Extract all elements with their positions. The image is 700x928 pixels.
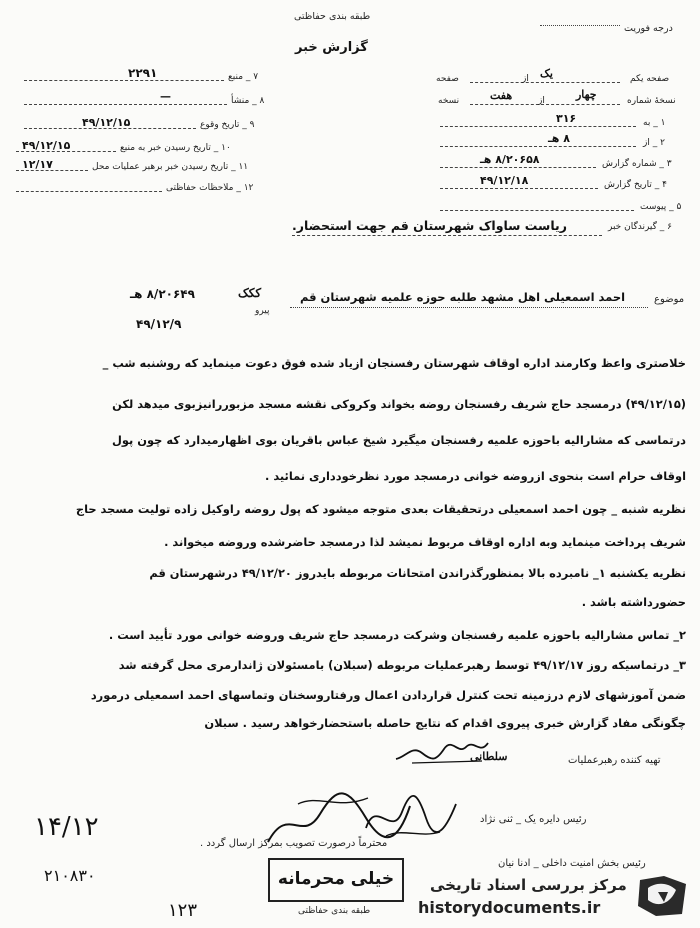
body-line-4: اوقاف حرام است بنحوی ازروضه خوانی درمسجد مورد نظرخودداری نمائید . <box>265 469 686 483</box>
copy-of: از <box>538 96 545 106</box>
field-origin-line <box>24 104 227 105</box>
field-source-label: ۷ _ منبع <box>228 72 259 82</box>
field-source-line <box>24 80 224 81</box>
field-security-notes-line <box>16 191 162 192</box>
field-received-ops-label: ۱۱ _ تاریخ رسیدن خبر برهبر عملیات محل <box>92 162 249 172</box>
report-no-label: ۳ _ شماره گزارش <box>602 159 672 169</box>
subject-label: موضوع <box>654 294 685 305</box>
to-label: ۱ _ به <box>643 118 666 128</box>
field-origin-label: ۸ _ منشأ <box>231 96 265 106</box>
body-line-7: نظریه یکشنبه ۱_ نامبرده بالا بمنظورگذراندن امتحانات مربوطه بایدروز ۴۹/۱۲/۲۰ درشهرستان قم <box>149 566 686 580</box>
prepared-by-label: تهیه کننده رهبرعملیات <box>568 755 661 766</box>
handwritten-ref: ۲۱۰۸۳۰ <box>44 866 96 885</box>
recipients-value: ریاست ساواک شهرستان قم جهت استحضار. <box>292 218 567 233</box>
copy-value: چهار <box>576 88 597 101</box>
recipients-label: ۶ _ گیرندگان خبر <box>608 222 673 232</box>
subject-stamp-date: ۴۹/۱۲/۹ <box>136 317 182 331</box>
handwritten-page-number: ۱۲۳ <box>168 900 198 921</box>
to-value: ۳۱۶ <box>556 112 577 125</box>
body-line-6: شریف پرداخت مینماید وبه اداره اوقاف مربوط نمیشد لذا درمسجد حاضرشده وروضه میخواند . <box>164 535 686 549</box>
handwritten-date: ۱۴/۱۲ <box>34 812 99 842</box>
prepared-by-name: سلطانی <box>470 750 508 763</box>
report-date-label: ۴ _ تاریخ گزارش <box>604 180 667 190</box>
attachment-line <box>440 210 634 211</box>
urgency-label: درجه فوریت <box>624 23 673 34</box>
to-line <box>440 126 636 127</box>
field-source-value: ۲۲۹۱ <box>128 66 158 80</box>
report-date-value: ۴۹/۱۲/۱۸ <box>480 174 529 187</box>
subject-text: احمد اسمعیلی اهل مشهد طلبه حوزه علمیه شهرستان قم <box>300 290 626 304</box>
classification-top: طبقه بندی حفاظتی <box>294 11 371 22</box>
from-value: ۸ هـ <box>548 132 570 145</box>
body-line-5: نظریه شنبه _ چون احمد اسمعیلی درتحقیقات بعدی متوجه میشود که پول روضه راوکیل زاده تولیت مسجد حاج <box>75 502 686 516</box>
stamp-caption: طبقه بندی حفاظتی <box>298 906 371 916</box>
classification-stamp <box>268 858 404 902</box>
body-line-8: حضورداشته باشد . <box>581 595 686 609</box>
field-occurrence-value: ۴۹/۱۲/۱۵ <box>82 116 131 129</box>
field-occurrence-label: ۹ _ تاریخ وقوع <box>200 120 255 130</box>
page-suffix: صفحه <box>436 74 459 84</box>
watermark-site: historydocuments.ir <box>418 898 601 917</box>
copy-line <box>470 104 620 105</box>
body-line-12: چگونگی مفاد گزارش خبری پیروی اقدام که نتایج حاصله باستحضارخواهد رسید . سبلان <box>204 716 686 730</box>
attachment-label: ۵ _ پیوست <box>640 202 682 212</box>
copy-label: نسخهٔ شماره <box>627 96 676 106</box>
archive-logo-icon <box>634 870 690 920</box>
peyro-label: پیرو <box>255 306 270 316</box>
body-line-11: ضمن آموزشهای لازم درزمینه تحت کنترل قراردادن اعمال ورفتاروسخنان وتماسهای احمد اسمعیلی درمورد <box>90 688 686 702</box>
page-line <box>470 82 620 83</box>
report-date-line <box>440 188 598 189</box>
body-line-3: درتماسی که مشارالیه باحوزه علمیه رفسنجان میگیرد شیخ عباس باقریان بوی اظهارمیدارد که چون پول <box>112 433 686 447</box>
from-line <box>440 146 636 147</box>
preparer-signature <box>392 735 492 767</box>
security-head-line: رئیس بخش امنیت داخلی _ ادنا نیان <box>498 858 646 869</box>
report-title: گزارش خبر <box>295 40 368 55</box>
dept-head-line: رئیس دایره یک _ ثنی نژاد <box>480 814 587 825</box>
respectfully-note: محترماً درصورت تصویب بمرکز ارسال گردد . <box>200 838 388 849</box>
from-label: ۲ _ از <box>643 138 665 148</box>
subject-line <box>290 307 648 308</box>
field-received-source-label: ۱۰ _ تاریخ رسیدن خبر به منبع <box>120 143 231 153</box>
body-line-9: ۲_ تماس مشارالیه باحوزه علمیه رفسنجان وشرکت درمسجد حاج شریف وروضه خوانی مورد تأیید است . <box>108 628 686 642</box>
urgency-line <box>540 25 620 26</box>
stamp-text: خیلی محرمانه <box>277 869 395 889</box>
copy-suffix: نسخه <box>438 96 460 106</box>
report-no-value: ۸/۲۰۶۵۸ هـ <box>480 153 540 166</box>
field-received-source-value: ۴۹/۱۲/۱۵ <box>22 139 71 152</box>
body-line-10: ۳_ درتماسیکه روز ۴۹/۱۲/۱۷ توسط رهبرعملیات مربوطه (سبلان) بامسئولان ژاندارمری محل گرفته شد <box>118 658 686 672</box>
recipients-line <box>292 235 602 236</box>
page-label: صفحه یکم <box>630 74 670 84</box>
watermark-center: مرکز بررسی اسناد تاریخی <box>430 876 627 894</box>
body-line-1: خلاصتری واعظ وکارمند اداره اوقاف شهرستان رفسنجان ازیاد شده فوق دعوت مینماید که روشنبه شب _ <box>102 356 686 370</box>
final-signature <box>258 784 418 854</box>
field-origin-value: — <box>160 90 171 103</box>
copy-total: هفت <box>490 89 513 102</box>
page-total: یک <box>540 67 553 80</box>
body-line-2: (۴۹/۱۲/۱۵) درمسجد حاج شریف رفسنجان روضه بخواند وکروکی نقشه مسجد مزبوررانیزبوی میدهد لکن <box>112 397 686 411</box>
page-of: از <box>522 74 529 84</box>
field-received-ops-value: ۱۲/۱۷ <box>22 158 53 171</box>
field-security-notes-label: ۱۲ _ ملاحظات حفاظتی <box>166 183 254 193</box>
subject-stamp-code: ۸/۲۰۶۴۹ هـ <box>130 287 195 301</box>
subject-code-mark: ککک <box>238 286 262 300</box>
report-no-line <box>440 167 596 168</box>
